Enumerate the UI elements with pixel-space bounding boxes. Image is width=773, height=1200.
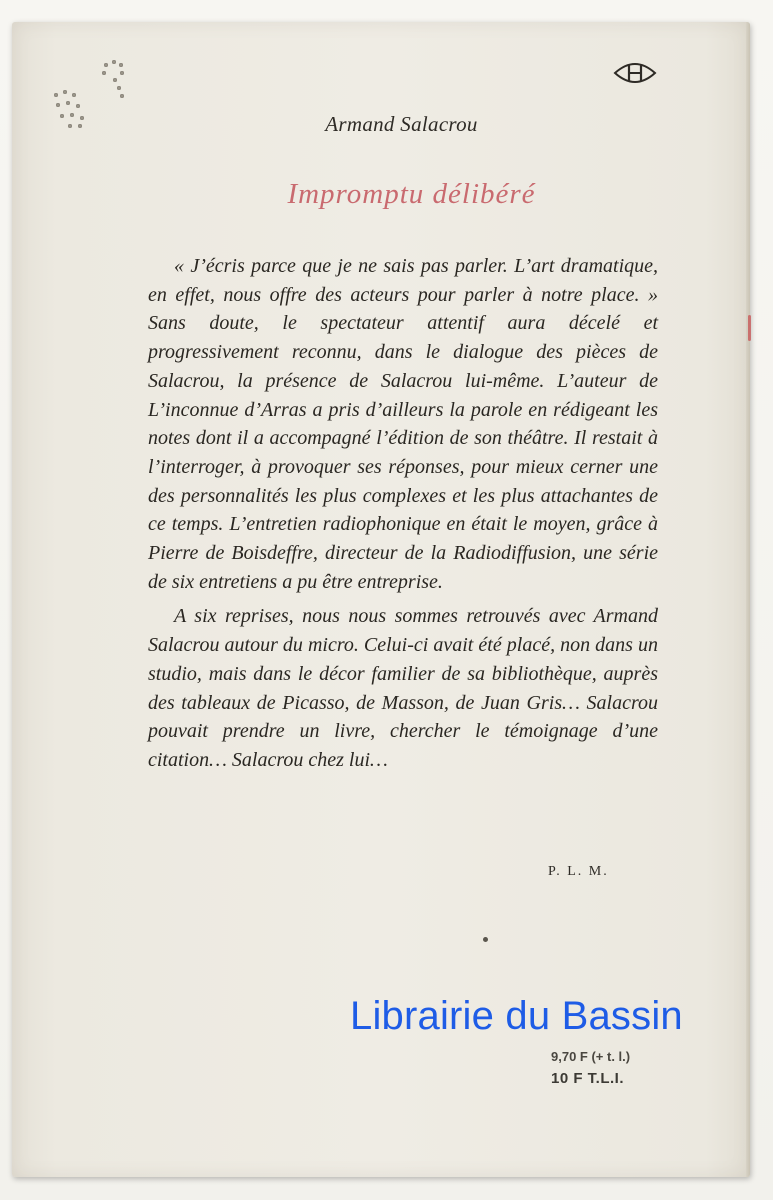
publisher-logo-icon [613,57,657,89]
perforation-dot [72,93,76,97]
perforation-dot [120,94,124,98]
price-line-2: 10 F T.L.I. [551,1070,625,1087]
perforation-dot [117,86,121,90]
edge-mark [748,315,751,341]
perforation-dot [119,63,123,67]
perforation-dot [104,63,108,67]
perforation-dot [76,104,80,108]
perforation-dot [102,71,106,75]
perforation-dot [56,103,60,107]
blurb-paragraph-1: « J’écris parce que je ne sais pas parler. L’art dramatique, en effet, nous offre des acteurs pour parler à notre place. » Sans doute, le spectateur attentif aura décelé et progressivement reconnu, dans le dialogue des pièces de Salacrou, la présence de Salacrou lui-même. L’auteur de L’inconnue d’Arras a pris d’ailleurs la parole en rédigeant les notes dont il a accompagné l’édition de son théâtre. Il restait à l’interroger, à provoquer ses réponses, pour mieux cerner une des personnalités les plus complexes et les plus attachantes de ce temps. L’entretien radiophonique en était le moyen, grâce à Pierre de Boisdeffre, directeur de la Radiodiffusion, une série de six entretiens a pu être entreprise. [148,255,658,593]
perforation-dot [63,90,67,94]
perforation-dot [112,60,116,64]
perforation-dot [120,71,124,75]
ink-speck [483,937,488,942]
seller-watermark: Librairie du Bassin [350,994,683,1038]
blurb-text [148,252,658,775]
signature-initials: P. L. M. [548,864,609,879]
author-name: Armand Salacrou [325,112,478,136]
perforation-dot [54,93,58,97]
perforation-dot [66,101,70,105]
book-title: Impromptu délibéré [287,178,536,210]
blurb-paragraph-2: A six reprises, nous nous sommes retrouvés avec Armand Salacrou autour du micro. Celui-ci avait été placé, non dans un studio, mais dans le décor familier de sa bibliothèque, auprès des tableaux de Picasso, de Masson, de Juan Gris… Salacrou pouvait prendre un livre, chercher le témoignage d’une citation… Salacrou chez lui… [148,605,658,771]
perforation-dot [113,78,117,82]
price-line-1: 9,70 F (+ t. l.) [551,1049,631,1064]
